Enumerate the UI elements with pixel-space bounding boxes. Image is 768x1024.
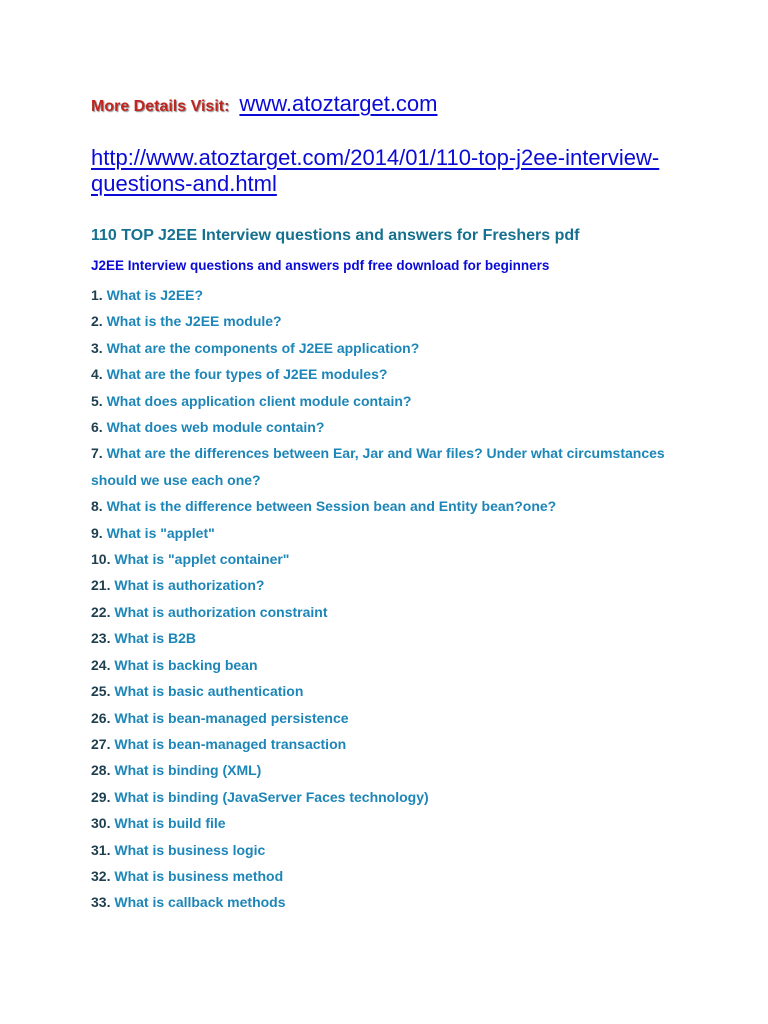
question-item [91, 757, 691, 783]
question-link[interactable]: What are the components of J2EE application? [106, 339, 420, 356]
question-number: 5. [91, 392, 103, 409]
question-link[interactable]: What is basic authentication [114, 683, 304, 700]
question-item [91, 388, 691, 414]
question-link[interactable]: What is callback methods [114, 894, 286, 911]
question-item [91, 335, 691, 361]
question-number: 4. [91, 366, 103, 383]
question-number: 25. [91, 683, 111, 700]
question-link[interactable]: What are the four types of J2EE modules? [106, 366, 388, 383]
question-link[interactable]: What is business method [114, 867, 284, 884]
question-number: 10. [91, 551, 111, 568]
question-link[interactable]: What are the differences between Ear, Jar and War files? Under what circumstances should we use each one? [91, 445, 665, 488]
question-number: 30. [91, 815, 111, 832]
question-number: 7. [91, 445, 103, 462]
more-details-label: More Details Visit: [91, 98, 230, 115]
question-item [91, 308, 691, 334]
question-item [91, 837, 691, 863]
question-link[interactable]: What is bean-managed transaction [114, 735, 347, 752]
question-link[interactable]: What is authorization? [114, 577, 265, 594]
question-link[interactable]: What is backing bean [114, 656, 258, 673]
question-link[interactable]: What is "applet" [106, 524, 215, 541]
page-title: 110 TOP J2EE Interview questions and answers for Freshers pdf [91, 227, 580, 244]
question-number: 31. [91, 841, 111, 858]
question-link[interactable]: What is build file [114, 815, 226, 832]
question-item [91, 546, 691, 572]
question-item [91, 440, 691, 493]
question-link[interactable]: What is authorization constraint [114, 603, 328, 620]
question-item [91, 572, 691, 598]
question-link[interactable]: What is binding (JavaServer Faces technology) [114, 788, 429, 805]
question-link[interactable]: What is the J2EE module? [106, 313, 282, 330]
question-number: 8. [91, 498, 103, 515]
question-number: 21. [91, 577, 111, 594]
article-url-link[interactable]: http://www.atoztarget.com/2014/01/110-top-j2ee-interview-questions-and.html [91, 145, 660, 196]
question-item [91, 784, 691, 810]
question-link[interactable]: What does application client module contain? [106, 392, 412, 409]
question-number: 1. [91, 287, 103, 303]
question-item [91, 810, 691, 836]
question-item [91, 731, 691, 757]
question-item [91, 863, 691, 889]
question-link[interactable]: What does web module contain? [106, 419, 325, 436]
question-link[interactable]: What is bean-managed persistence [114, 709, 349, 726]
question-number: 33. [91, 894, 111, 911]
question-item [91, 282, 691, 308]
question-link[interactable]: What is B2B [114, 630, 197, 647]
question-link[interactable]: What is binding (XML) [114, 762, 262, 779]
question-item [91, 520, 691, 546]
question-number: 27. [91, 735, 111, 752]
question-item [91, 889, 691, 915]
question-item [91, 361, 691, 387]
question-number: 29. [91, 788, 111, 805]
question-number: 28. [91, 762, 111, 779]
question-number: 23. [91, 630, 111, 647]
question-item [91, 625, 691, 651]
site-link[interactable]: www.atoztarget.com [239, 91, 438, 116]
page-subtitle: J2EE Interview questions and answers pdf free download for beginners [91, 258, 550, 273]
question-number: 22. [91, 603, 111, 620]
question-item [91, 652, 691, 678]
question-link[interactable]: What is J2EE? [106, 287, 204, 303]
question-item [91, 599, 691, 625]
question-link[interactable]: What is the difference between Session bean and Entity bean?one? [106, 498, 557, 515]
question-number: 6. [91, 419, 103, 436]
question-number: 3. [91, 339, 103, 356]
question-number: 24. [91, 656, 111, 673]
more-details-line [91, 91, 438, 117]
question-number: 9. [91, 524, 103, 541]
question-item [91, 678, 691, 704]
question-link[interactable]: What is business logic [114, 841, 266, 858]
question-number: 2. [91, 313, 103, 330]
question-number: 32. [91, 867, 111, 884]
question-list [91, 282, 691, 916]
question-link[interactable]: What is "applet container" [114, 551, 290, 568]
question-item [91, 414, 691, 440]
question-item [91, 705, 691, 731]
question-number: 26. [91, 709, 111, 726]
question-item [91, 493, 691, 519]
